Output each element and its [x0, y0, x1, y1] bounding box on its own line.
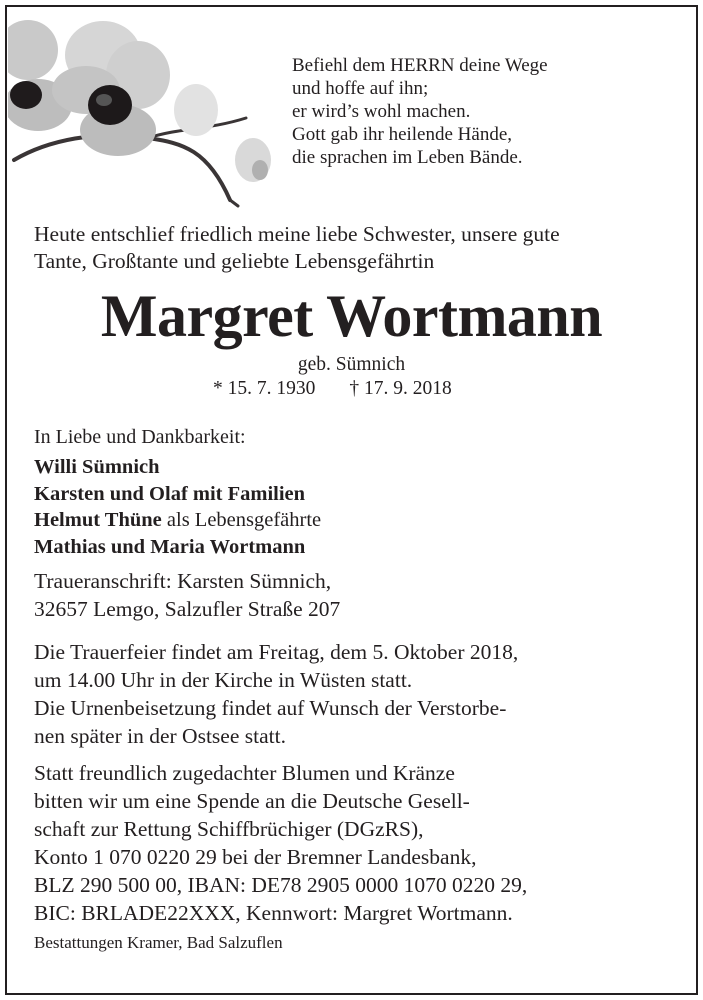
birth-name: geb. Sümnich	[297, 354, 406, 375]
address-line: Traueranschrift: Karsten Sümnich,	[34, 569, 332, 593]
verse-line: er wird’s wohl machen.	[292, 101, 471, 122]
verse-line: die sprachen im Leben Bände.	[292, 147, 523, 168]
donation-info	[34, 759, 527, 927]
service-line: um 14.00 Uhr in der Kirche in Wüsten statt.	[34, 668, 413, 692]
service-line: Die Urnenbeisetzung findet auf Wunsch der Verstorbe-	[34, 696, 507, 720]
intro-text	[34, 221, 560, 275]
mourner-name: Karsten und Olaf mit Familien	[34, 482, 306, 505]
deceased-name: Margret Wortmann	[100, 283, 603, 349]
verse-line: und hoffe auf ihn;	[292, 78, 429, 99]
donation-line: BIC: BRLADE22XXX, Kennwort: Margret Wortmann.	[34, 901, 513, 925]
orchid-bud-right	[174, 84, 271, 182]
verse-line: Befiehl dem HERRN deine Wege	[292, 55, 548, 76]
address-line: 32657 Lemgo, Salzufler Straße 207	[34, 597, 341, 621]
orchid-image	[8, 10, 298, 210]
funeral-service-info	[34, 638, 518, 750]
donation-line: Konto 1 070 0220 29 bei der Bremner Landesbank,	[34, 845, 477, 869]
mourner-name: Helmut Thüne	[34, 509, 162, 531]
mourner-role: als Lebensgefährte	[166, 509, 322, 531]
mourning-address	[34, 567, 340, 623]
donation-line: bitten wir um eine Spende an die Deutsche Gesell-	[34, 789, 470, 813]
death-date: † 17. 9. 2018	[349, 378, 452, 399]
donation-line: Statt freundlich zugedachter Blumen und Kränze	[34, 761, 455, 785]
bible-verse	[292, 54, 548, 169]
undertaker: Bestattungen Kramer, Bad Salzuflen	[34, 933, 283, 952]
birth-date: * 15. 7. 1930	[213, 378, 316, 399]
service-line: Die Trauerfeier findet am Freitag, dem 5. Oktober 2018,	[34, 640, 519, 664]
donation-line: BLZ 290 500 00, IBAN: DE78 2905 0000 1070 0220 29,	[34, 873, 528, 897]
mourners-heading: In Liebe und Dankbarkeit:	[34, 426, 246, 448]
orchid-blossom-center	[52, 21, 170, 156]
mourners-list	[34, 454, 321, 560]
service-line: nen später in der Ostsee statt.	[34, 724, 286, 748]
verse-line: Gott gab ihr heilende Hände,	[292, 124, 513, 145]
life-dates	[213, 377, 452, 401]
intro-line: Heute entschlief friedlich meine liebe Schwester, unsere gute	[34, 222, 560, 246]
intro-line: Tante, Großtante und geliebte Lebensgefährtin	[34, 249, 435, 273]
mourner-name: Willi Sümnich	[34, 456, 160, 478]
donation-line: schaft zur Rettung Schiffbrüchiger (DGzRS),	[34, 817, 424, 841]
mourner-name: Mathias und Maria Wortmann	[34, 535, 306, 558]
